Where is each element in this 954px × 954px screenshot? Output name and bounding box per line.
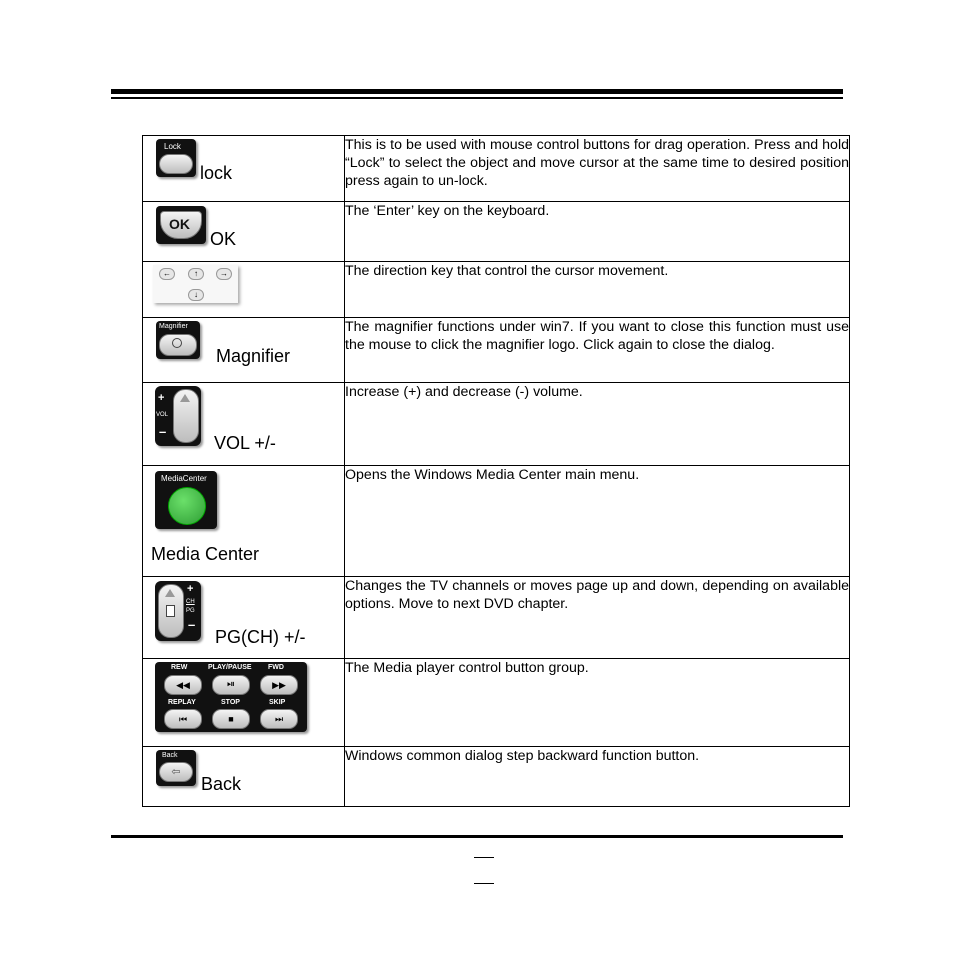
direction-keys-icon	[153, 265, 238, 303]
key-cell	[143, 577, 345, 659]
magnifier-glass-icon	[172, 338, 182, 348]
ok-button-text: OK	[169, 216, 190, 232]
volume-rocker-icon	[155, 386, 201, 446]
stop-icon: ■	[212, 709, 250, 729]
lock-button-icon	[156, 139, 196, 177]
key-description: Opens the Windows Media Center main menu.	[345, 466, 850, 577]
remote-keys-table	[142, 135, 850, 807]
volume-button-text: VOL	[156, 412, 169, 418]
key-cell	[143, 383, 345, 466]
right-arrow-icon: →	[216, 268, 232, 280]
rew-label: REW	[171, 664, 188, 671]
table-row	[143, 747, 850, 807]
key-description: Changes the TV channels or moves page up and down, depending on available options. Move to next DVD chapter.	[345, 577, 850, 659]
channel-rocker-icon	[155, 581, 201, 641]
media-player-buttons-icon	[155, 662, 307, 732]
key-description: The magnifier functions under win7. If you want to close this function must use the mouse to click the magnifier logo. Click again to close the dialog.	[345, 318, 850, 383]
key-label: VOL +/-	[214, 433, 276, 453]
header-rule-thick	[111, 89, 843, 94]
table-row	[143, 466, 850, 577]
key-description: The Media player control button group.	[345, 659, 850, 747]
table-row	[143, 202, 850, 262]
replay-icon: ⏮	[164, 709, 202, 729]
key-label: Magnifier	[216, 346, 291, 366]
page-icon	[166, 605, 175, 617]
header-rule-thin	[111, 97, 843, 99]
table-row	[143, 262, 850, 318]
key-description: The direction key that control the cursor movement.	[345, 262, 850, 318]
volume-plus-icon: +	[158, 392, 165, 404]
replay-label: REPLAY	[168, 699, 196, 706]
key-cell	[143, 466, 345, 577]
green-button-icon	[168, 487, 206, 525]
table-row	[143, 136, 850, 202]
key-label: lock	[200, 163, 233, 183]
key-label: Back	[201, 774, 242, 794]
fwd-icon: ▶▶	[260, 675, 298, 695]
volume-up-triangle-icon	[180, 394, 190, 402]
page-number-line-top	[474, 857, 494, 858]
channel-minus-icon: –	[188, 617, 196, 632]
page-number-line-bottom	[474, 883, 494, 884]
key-description: Increase (+) and decrease (-) volume.	[345, 383, 850, 466]
ok-button-icon	[156, 206, 206, 244]
rew-icon: ◀◀	[164, 675, 202, 695]
volume-minus-icon: –	[159, 424, 167, 439]
fwd-label: FWD	[268, 664, 284, 671]
channel-button-text-bottom: PG	[186, 608, 195, 614]
key-cell	[143, 202, 345, 262]
table-row	[143, 318, 850, 383]
media-center-button-text: MediaCenter	[161, 474, 207, 483]
back-button-text: Back	[162, 752, 178, 759]
key-description: The ‘Enter’ key on the keyboard.	[345, 202, 850, 262]
back-button-icon: Back ⇦	[156, 750, 196, 786]
up-arrow-icon: ↑	[188, 268, 204, 280]
table-row	[143, 577, 850, 659]
footer-rule	[111, 835, 843, 838]
channel-button-text-top: CH	[186, 599, 195, 605]
media-center-button-icon	[155, 471, 217, 529]
down-arrow-icon: ↓	[188, 289, 204, 301]
table-row	[143, 383, 850, 466]
play-pause-label: PLAY/PAUSE	[208, 664, 252, 671]
key-label: Media Center	[151, 544, 260, 564]
skip-icon: ⏭	[260, 709, 298, 729]
magnifier-button-icon	[156, 321, 200, 359]
play-pause-icon: ⏯	[212, 675, 250, 695]
stop-label: STOP	[221, 699, 240, 706]
left-arrow-icon: ←	[159, 268, 175, 280]
lock-button-text: Lock	[164, 142, 181, 151]
key-cell	[143, 747, 345, 807]
table-row	[143, 659, 850, 747]
magnifier-button-text: Magnifier	[159, 323, 188, 330]
skip-label: SKIP	[269, 699, 286, 706]
channel-up-triangle-icon	[165, 589, 175, 597]
key-description: Windows common dialog step backward function button.	[345, 747, 850, 807]
key-description: This is to be used with mouse control buttons for drag operation. Press and hold “Lock” to select the object and move cursor at the same time to desired position press again to un-lock.	[345, 136, 850, 202]
key-cell	[143, 136, 345, 202]
key-label: PG(CH) +/-	[215, 627, 306, 647]
key-cell	[143, 318, 345, 383]
channel-plus-icon: +	[187, 583, 194, 595]
key-label: OK	[210, 229, 237, 249]
key-cell	[143, 659, 345, 747]
key-cell	[143, 262, 345, 318]
